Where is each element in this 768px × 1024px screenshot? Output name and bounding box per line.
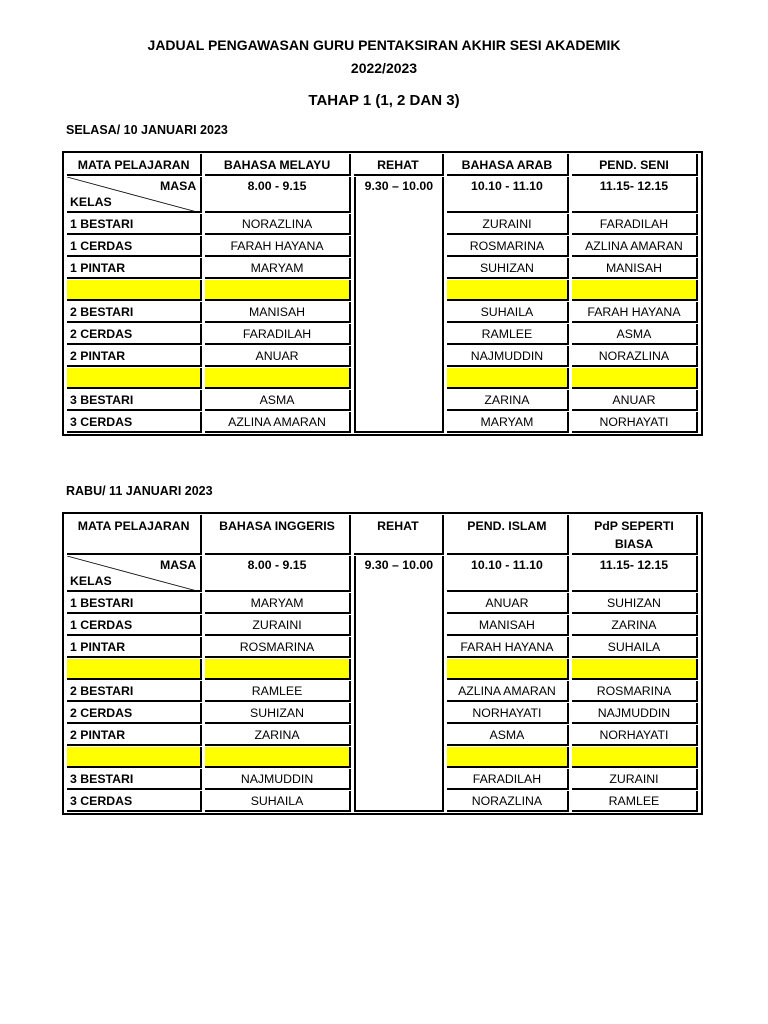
invigilator-name: ANUAR (205, 346, 351, 367)
column-header: PEND. ISLAM (447, 515, 569, 555)
invigilator-name: ROSMARINA (205, 637, 351, 658)
schedule-table-1 (62, 151, 703, 436)
invigilator-name (205, 368, 351, 389)
invigilator-name: RAMLEE (205, 681, 351, 702)
class-name (67, 368, 202, 389)
invigilator-name: MARYAM (205, 258, 351, 279)
day-heading-2: RABU/ 11 JANUARI 2023 (66, 484, 213, 498)
invigilator-name: ZURAINI (447, 214, 569, 235)
invigilator-name: SUHAILA (572, 637, 698, 658)
class-name (67, 280, 202, 301)
invigilator-name: ASMA (205, 390, 351, 411)
invigilator-name: AZLINA AMARAN (205, 412, 351, 433)
header-row (67, 515, 698, 555)
class-name: 1 BESTARI (67, 593, 202, 614)
column-header: PEND. SENI (572, 154, 698, 176)
kelas-label: KELAS (70, 195, 112, 209)
invigilator-name: ANUAR (572, 390, 698, 411)
column-header: BAHASA ARAB (447, 154, 569, 176)
invigilator-name: NORAZLINA (447, 791, 569, 812)
class-name: 2 BESTARI (67, 681, 202, 702)
document-title: JADUAL PENGAWASAN GURU PENTAKSIRAN AKHIR SESI AKADEMIK (147, 37, 621, 53)
time-slot: 8.00 - 9.15 (205, 556, 351, 592)
invigilator-name: SUHIZAN (205, 703, 351, 724)
masa-label: MASA (160, 179, 197, 193)
level-subtitle: TAHAP 1 (1, 2 DAN 3) (308, 92, 460, 109)
invigilator-name: NAJMUDDIN (447, 346, 569, 367)
invigilator-name: ASMA (572, 324, 698, 345)
time-slot: 11.15- 12.15 (572, 556, 698, 592)
schedule-grid (64, 153, 701, 434)
invigilator-name: ZARINA (205, 725, 351, 746)
invigilator-name (447, 659, 569, 680)
invigilator-name: SUHIZAN (447, 258, 569, 279)
invigilator-name (572, 659, 698, 680)
invigilator-name: FARAH HAYANA (447, 637, 569, 658)
rehat-time: 9.30 – 10.00 (354, 177, 444, 433)
class-name: 3 CERDAS (67, 791, 202, 812)
invigilator-name (447, 368, 569, 389)
masa-kelas-cell (67, 556, 202, 592)
time-slot: 11.15- 12.15 (572, 177, 698, 213)
class-name (67, 659, 202, 680)
class-name: 2 CERDAS (67, 324, 202, 345)
column-header: REHAT (354, 515, 444, 555)
invigilator-name (205, 280, 351, 301)
invigilator-name: MANISAH (572, 258, 698, 279)
invigilator-name: AZLINA AMARAN (447, 681, 569, 702)
class-name: 3 BESTARI (67, 769, 202, 790)
column-header: MATA PELAJARAN (67, 515, 202, 555)
invigilator-name: NAJMUDDIN (572, 703, 698, 724)
column-header: BAHASA INGGERIS (205, 515, 351, 555)
invigilator-name (572, 747, 698, 768)
time-slot: 10.10 - 11.10 (447, 556, 569, 592)
invigilator-name (572, 280, 698, 301)
column-header: MATA PELAJARAN (67, 154, 202, 176)
invigilator-name: MANISAH (205, 302, 351, 323)
invigilator-name: ZARINA (572, 615, 698, 636)
invigilator-name: ROSMARINA (447, 236, 569, 257)
masa-kelas-cell (67, 177, 202, 213)
invigilator-name: FARADILAH (205, 324, 351, 345)
class-name: 2 PINTAR (67, 725, 202, 746)
class-name: 2 CERDAS (67, 703, 202, 724)
invigilator-name (447, 280, 569, 301)
invigilator-name: NORHAYATI (572, 725, 698, 746)
class-name: 1 CERDAS (67, 615, 202, 636)
class-name: 2 PINTAR (67, 346, 202, 367)
day-heading-1: SELASA/ 10 JANUARI 2023 (66, 123, 228, 137)
class-name: 2 BESTARI (67, 302, 202, 323)
kelas-label: KELAS (70, 574, 112, 588)
schedule-grid (64, 514, 701, 813)
invigilator-name: ZURAINI (572, 769, 698, 790)
class-name (67, 747, 202, 768)
class-name: 1 PINTAR (67, 258, 202, 279)
invigilator-name: ZARINA (447, 390, 569, 411)
invigilator-name: ROSMARINA (572, 681, 698, 702)
invigilator-name: ZURAINI (205, 615, 351, 636)
invigilator-name: SUHIZAN (572, 593, 698, 614)
invigilator-name: MARYAM (447, 412, 569, 433)
invigilator-name: RAMLEE (572, 791, 698, 812)
invigilator-name: NORAZLINA (572, 346, 698, 367)
academic-year: 2022/2023 (350, 60, 418, 76)
column-header: REHAT (354, 154, 444, 176)
class-name: 1 CERDAS (67, 236, 202, 257)
invigilator-name: NORAZLINA (205, 214, 351, 235)
invigilator-name: ASMA (447, 725, 569, 746)
column-header: PdP SEPERTI BIASA (572, 515, 698, 555)
invigilator-name: ANUAR (447, 593, 569, 614)
class-name: 3 BESTARI (67, 390, 202, 411)
invigilator-name: NORHAYATI (447, 703, 569, 724)
invigilator-name (205, 659, 351, 680)
invigilator-name: FARAH HAYANA (205, 236, 351, 257)
invigilator-name: AZLINA AMARAN (572, 236, 698, 257)
schedule-table-2 (62, 512, 703, 815)
time-row (67, 556, 698, 592)
time-row (67, 177, 698, 213)
invigilator-name: SUHAILA (205, 791, 351, 812)
invigilator-name: RAMLEE (447, 324, 569, 345)
invigilator-name (572, 368, 698, 389)
header-row (67, 154, 698, 176)
invigilator-name: FARAH HAYANA (572, 302, 698, 323)
invigilator-name (447, 747, 569, 768)
invigilator-name: SUHAILA (447, 302, 569, 323)
class-name: 1 PINTAR (67, 637, 202, 658)
invigilator-name: FARADILAH (447, 769, 569, 790)
invigilator-name: NORHAYATI (572, 412, 698, 433)
class-name: 1 BESTARI (67, 214, 202, 235)
class-name: 3 CERDAS (67, 412, 202, 433)
time-slot: 8.00 - 9.15 (205, 177, 351, 213)
column-header: BAHASA MELAYU (205, 154, 351, 176)
time-slot: 10.10 - 11.10 (447, 177, 569, 213)
rehat-time: 9.30 – 10.00 (354, 556, 444, 812)
invigilator-name: FARADILAH (572, 214, 698, 235)
invigilator-name (205, 747, 351, 768)
invigilator-name: MANISAH (447, 615, 569, 636)
invigilator-name: NAJMUDDIN (205, 769, 351, 790)
invigilator-name: MARYAM (205, 593, 351, 614)
masa-label: MASA (160, 558, 197, 572)
